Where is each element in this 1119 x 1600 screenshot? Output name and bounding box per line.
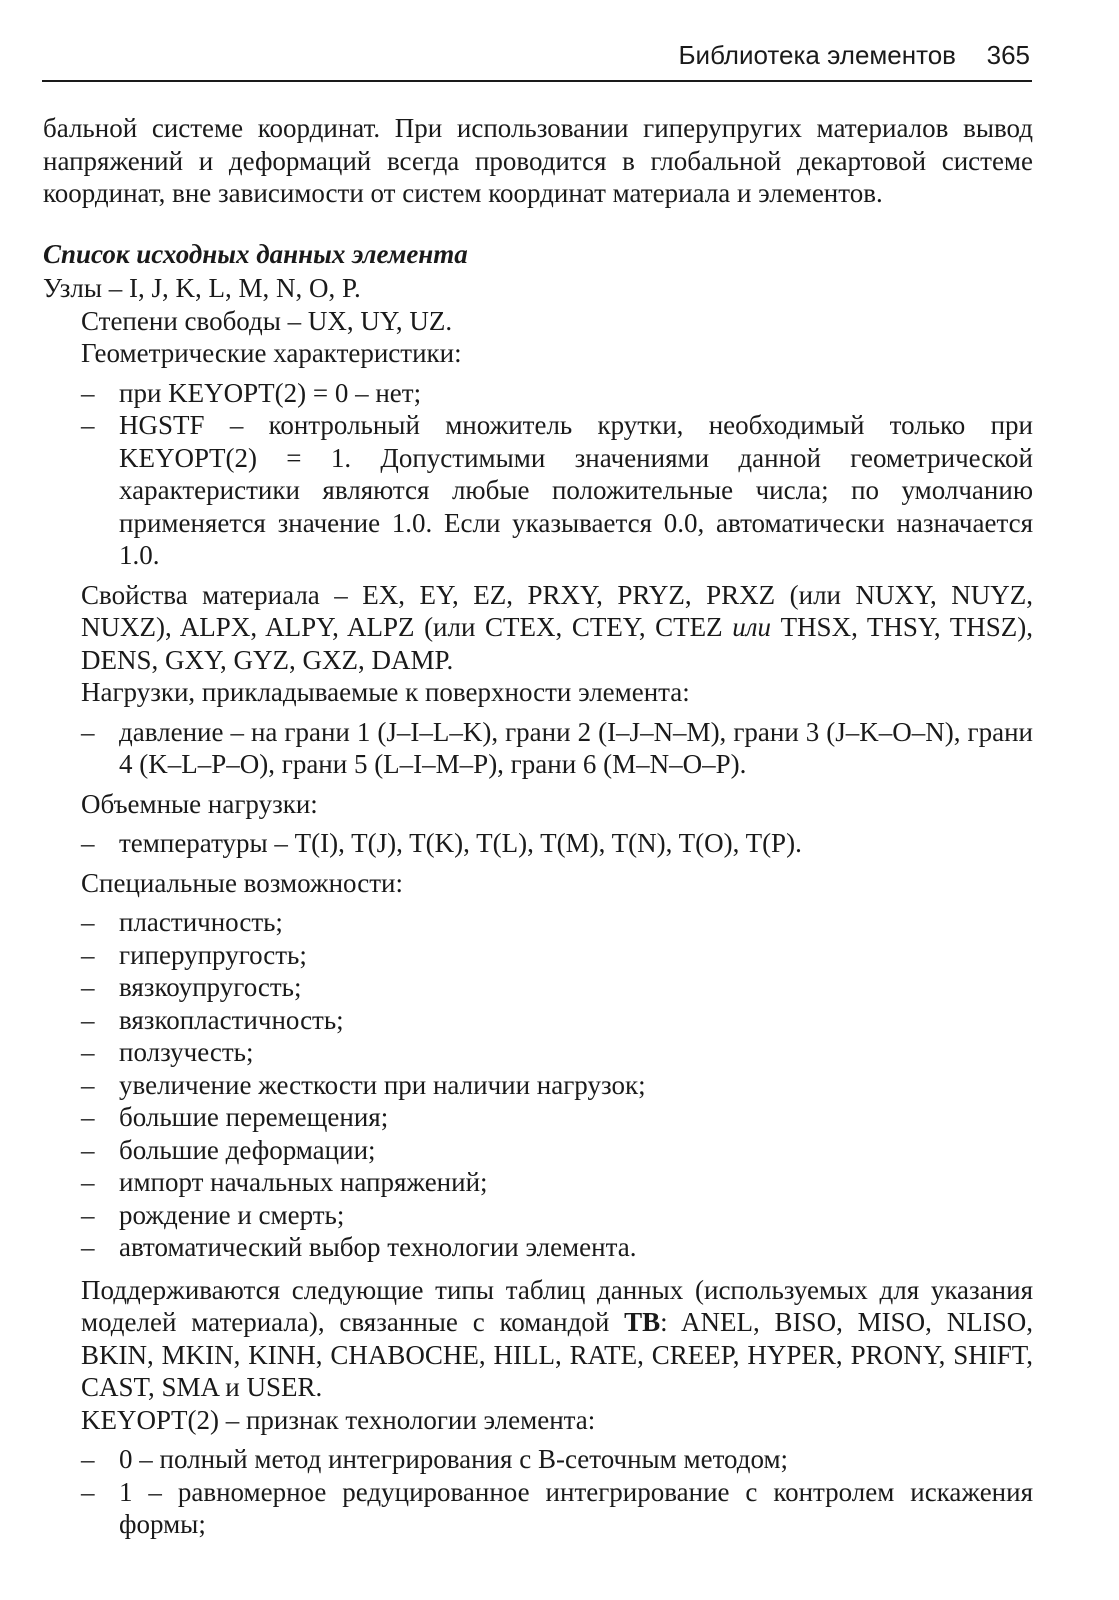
- list-item: – температуры – T(I), T(J), T(K), T(L), T(M), T(N), T(O), T(P).: [43, 827, 1033, 860]
- list-item: – при KEYOPT(2) = 0 – нет;: [43, 377, 1033, 410]
- body-loads-label: Объемные нагрузки:: [81, 788, 318, 819]
- body-loads-list: [43, 827, 1033, 860]
- list-item: – автоматический выбор технологии элемента.: [43, 1231, 1033, 1264]
- tables-command: TB: [624, 1307, 661, 1337]
- list-item: – рождение и смерть;: [43, 1199, 1033, 1232]
- keyopt-list: [43, 1443, 1033, 1541]
- list-item: – большие перемещения;: [43, 1101, 1033, 1134]
- list-item: – 0 – полный метод интегрирования с B-сеточным методом;: [43, 1443, 1033, 1476]
- running-head-title: Библиотека элементов: [678, 40, 956, 70]
- material-italic-word: или: [732, 612, 771, 642]
- special-features-label: Специальные возможности:: [81, 867, 403, 898]
- geometry-list: [43, 377, 1033, 572]
- list-item: – вязкоупругость;: [43, 971, 1033, 1004]
- list-item: – гиперупругость;: [43, 939, 1033, 972]
- list-item: – импорт начальных напряжений;: [43, 1166, 1033, 1199]
- list-item: – давление – на грани 1 (J–I–L–K), грани 2 (I–J–N–M), грани 3 (J–K–O–N), грани 4 (K–L–P–O), грани 5 (L–I–M–P), грани 6 (M–N–O–P).: [43, 716, 1033, 781]
- section-heading: Список исходных данных элемента: [43, 238, 468, 269]
- material-text-end: THSX, THSY, THSZ), DENS, GXY, GYZ, GXZ, DAMP.: [81, 612, 1034, 675]
- surface-loads-label: Нагрузки, прикладываемые к поверхности элемента:: [81, 677, 690, 707]
- material-paragraph: [43, 579, 1033, 677]
- list-item: – большие деформации;: [43, 1134, 1033, 1167]
- page-number: 365: [986, 40, 1030, 70]
- list-item: – увеличение жесткости при наличии нагрузок;: [43, 1069, 1033, 1102]
- intro-paragraph: бальной системе координат. При использовании гиперупругих материалов вывод напряжений и деформаций всегда проводится в глобальной декартовой системе координат, вне зависимости от систем координат материала и элементов.: [43, 113, 1033, 208]
- page-body: [43, 112, 1033, 1548]
- running-head: [42, 36, 1032, 82]
- list-item: – пластичность;: [43, 906, 1033, 939]
- tables-text-end: : ANEL, BISO, MISO, NLISO, BKIN, MKIN, KINH, CHABOCHE, HILL, RATE, CREEP, HYPER, PRONY, SHIFT, CAST, SMA и USER.: [81, 1307, 1033, 1402]
- geometry-label: Геометрические характеристики:: [81, 338, 462, 368]
- list-item: – ползучесть;: [43, 1036, 1033, 1069]
- tables-text: Поддерживаются следующие типы таблиц данных (используемых для указания моделей материала), связанные с командой: [81, 1274, 1033, 1337]
- dof-line: Степени свободы – UX, UY, UZ.: [81, 305, 453, 336]
- list-item: – вязкопластичность;: [43, 1004, 1033, 1037]
- surface-loads-list: [43, 716, 1033, 781]
- nodes-line: Узлы – I, J, K, L, M, N, O, P.: [43, 273, 361, 303]
- list-item: – 1 – равномерное редуцированное интегрирование с контролем искажения формы;: [43, 1476, 1033, 1541]
- special-features-list: [43, 906, 1033, 1264]
- material-text: Свойства материала – EX, EY, EZ, PRXY, PRYZ, PRXZ (или NUXY, NUYZ, NUXZ), ALPX, ALPY, ALPZ (или CTEX, CTEY, CTEZ: [81, 579, 1033, 642]
- tables-paragraph: [43, 1274, 1033, 1404]
- list-item: – HGSTF – контрольный множитель крутки, необходимый только при KEYOPT(2) = 1. Допустимыми значениями данной геометрической характеристики являются любые положительные числа; по умолчанию применяется значение 1.0. Если указывается 0.0, автоматически назначается 1.0.: [43, 409, 1033, 572]
- keyopt-label: KEYOPT(2) – признак технологии элемента:: [81, 1404, 596, 1435]
